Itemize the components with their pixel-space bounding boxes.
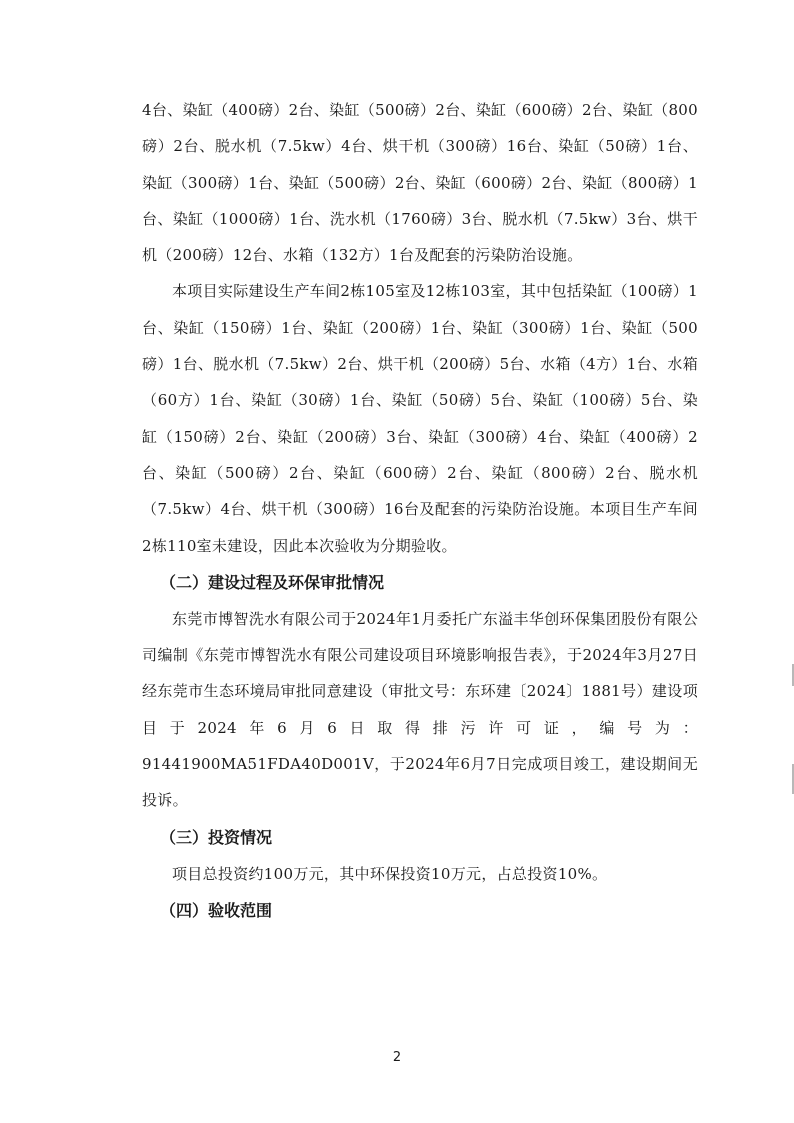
construction-approval-paragraph: 东莞市博智洗水有限公司于2024年1月委托广东溢丰华创环保集团股份有限公司编制《东莞市博智洗水有限公司建设项目环境影响报告表》，于2024年3月27日经东莞市生态环境局审批同意建设（审批文号：东环建〔2024〕1881号）建设项目于2024年6月6日取得排污许可证，编号为：91441900MA51FDA40D001V，于2024年6月7日完成项目竣工，建设期间无投诉。 (142, 609, 698, 810)
section-heading-investment: （三）投资情况 (160, 827, 273, 847)
equipment-list-paragraph: 4台、染缸（400磅）2台、染缸（500磅）2台、染缸（600磅）2台、染缸（800磅）2台、脱水机（7.5kw）4台、烘干机（300磅）16台、染缸（50磅）1台、染缸（300磅）1台、染缸（500磅）2台、染缸（600磅）2台、染缸（800磅）1台、染缸（1000磅）1台、洗水机（1760磅）3台、脱水机（7.5kw）3台、烘干机（200磅）12台、水箱（132方）1台及配套的污染防治设施。 (142, 101, 698, 265)
investment-paragraph: 项目总投资约100万元，其中环保投资10万元，占总投资10%。 (172, 864, 608, 883)
document-body (142, 92, 698, 929)
section-heading-construction-approval: （二）建设过程及环保审批情况 (160, 572, 385, 592)
page-number: 2 (392, 1050, 402, 1065)
section-heading-acceptance-scope: （四）验收范围 (160, 900, 273, 920)
actual-construction-paragraph: 本项目实际建设生产车间2栋105室及12栋103室，其中包括染缸（100磅）1台、染缸（150磅）1台、染缸（200磅）1台、染缸（300磅）1台、染缸（500磅）1台、脱水机（7.5kw）2台、烘干机（200磅）5台、水箱（4方）1台、水箱（60方）1台、染缸（30磅）1台、染缸（50磅）5台、染缸（100磅）5台、染缸（150磅）2台、染缸（200磅）3台、染缸（300磅）4台、染缸（400磅）2台、染缸（500磅）2台、染缸（600磅）2台、染缸（800磅）2台、脱水机（7.5kw）4台、烘干机（300磅）16台及配套的污染防治设施。本项目生产车间2栋110室未建设，因此本次验收为分期验收。 (142, 282, 698, 555)
